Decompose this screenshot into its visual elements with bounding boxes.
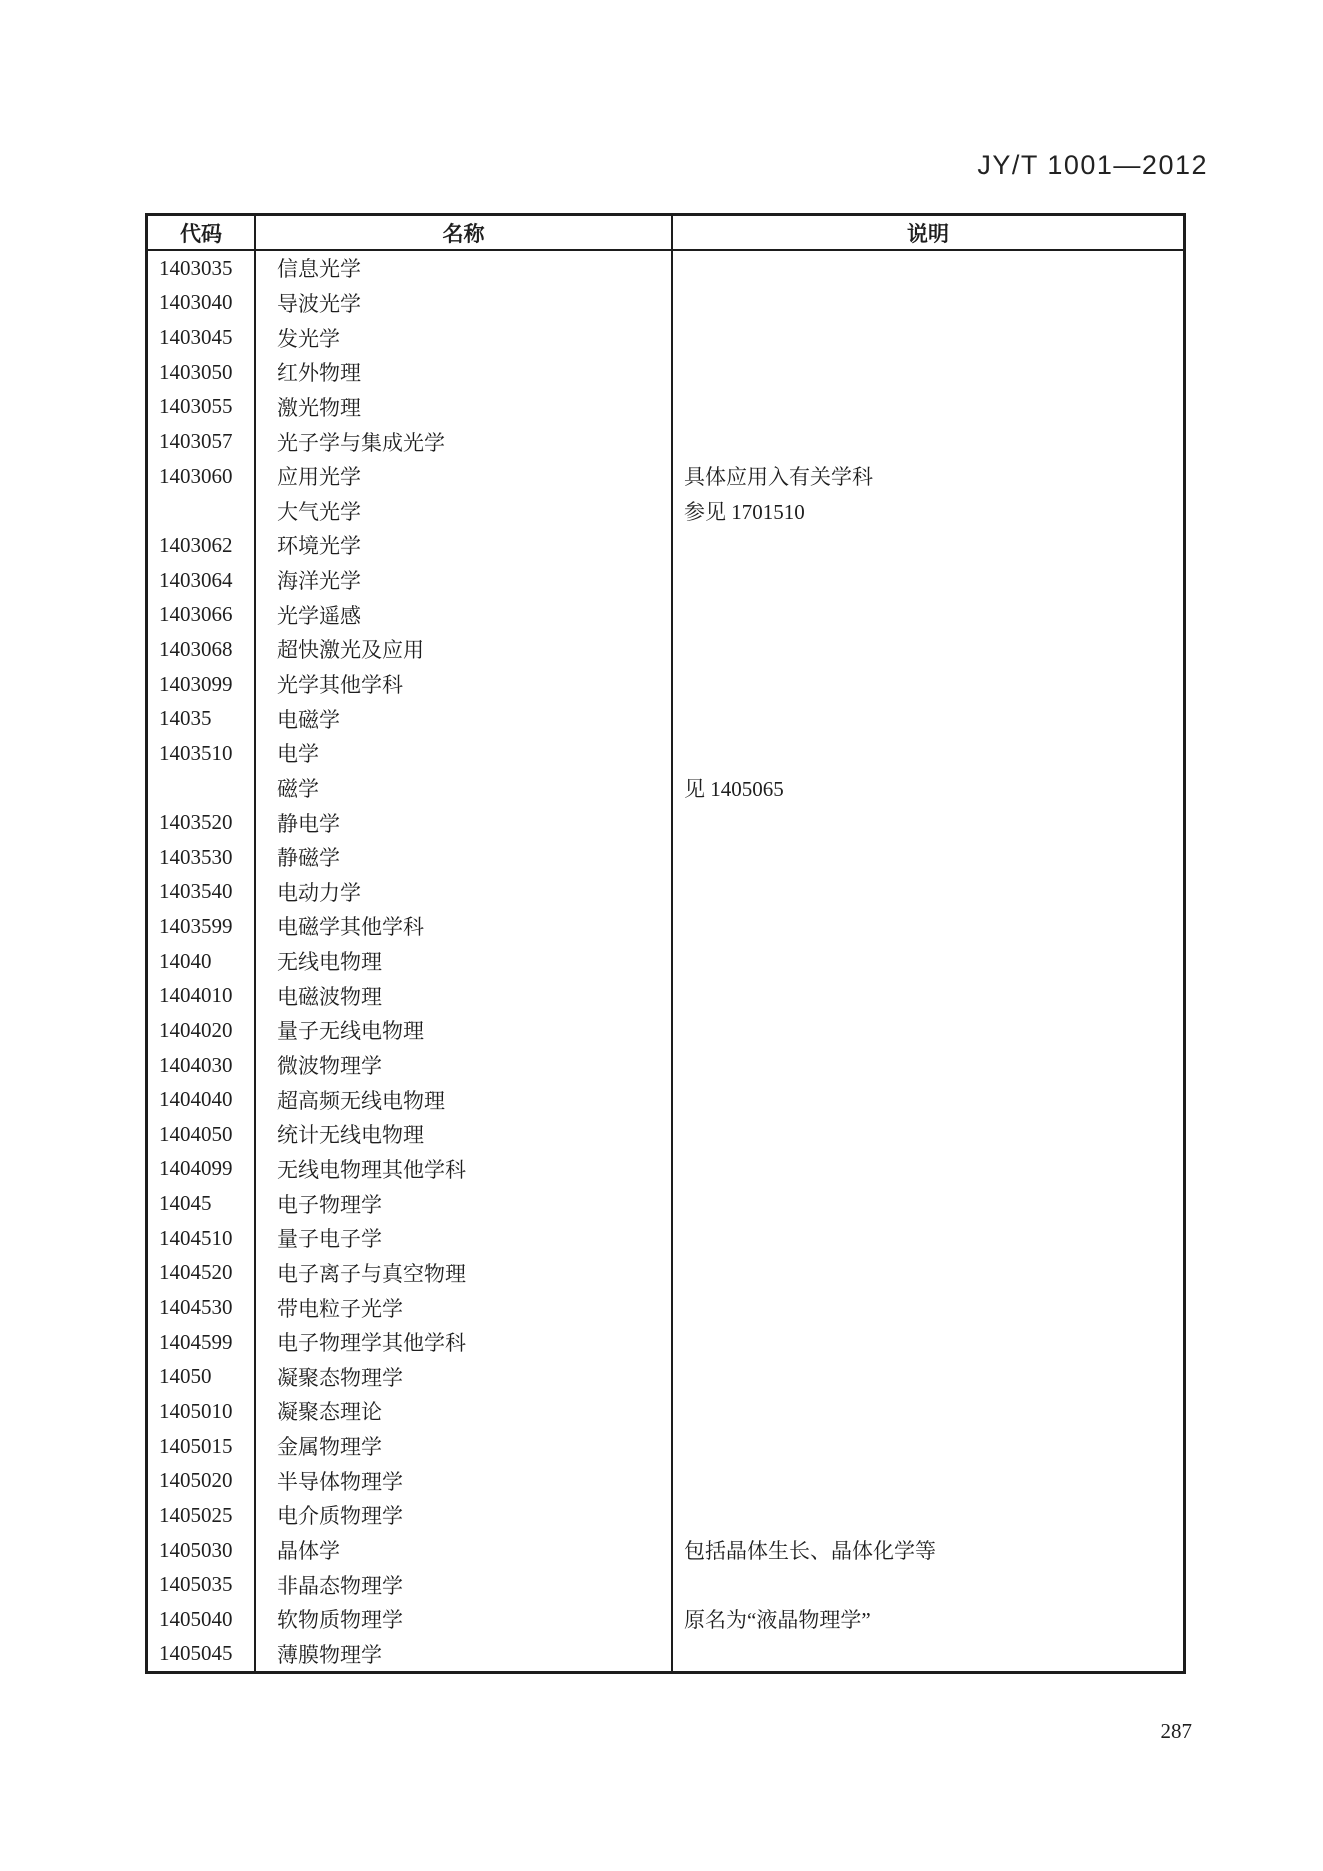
table-row <box>148 493 1183 528</box>
name-cell: 量子电子学 <box>256 1221 673 1256</box>
code-cell <box>148 493 256 528</box>
note-cell: 原名为“液晶物理学” <box>684 1608 871 1633</box>
table-row <box>148 1186 1183 1221</box>
note-cell <box>673 1221 1183 1256</box>
code-cell: 1404050 <box>148 1117 256 1152</box>
table-row <box>148 1533 1183 1568</box>
table-row <box>148 736 1183 771</box>
name-cell: 应用光学 <box>256 459 673 494</box>
note-cell <box>673 1290 1183 1325</box>
note-cell <box>673 944 1183 979</box>
code-cell: 1403064 <box>148 563 256 598</box>
name-cell: 电介质物理学 <box>256 1498 673 1533</box>
table-row <box>148 424 1183 459</box>
code-cell: 1404020 <box>148 1013 256 1048</box>
name-cell: 统计无线电物理 <box>256 1117 673 1152</box>
table-row <box>148 1498 1183 1533</box>
name-cell: 凝聚态理论 <box>256 1394 673 1429</box>
table-row <box>148 286 1183 321</box>
name-cell: 微波物理学 <box>256 1048 673 1083</box>
table-header-row <box>148 216 1183 251</box>
table-row <box>148 875 1183 910</box>
note-cell <box>673 1256 1183 1291</box>
table-body <box>148 251 1183 1671</box>
table-row <box>148 805 1183 840</box>
note-cell <box>673 320 1183 355</box>
name-cell: 半导体物理学 <box>256 1463 673 1498</box>
note-cell: 参见 1701510 <box>684 499 805 524</box>
code-cell: 1405035 <box>148 1567 256 1602</box>
name-cell: 电学 <box>256 736 673 771</box>
page-number: 287 <box>1160 1719 1192 1743</box>
table-row <box>148 1325 1183 1360</box>
name-cell: 大气光学 <box>256 493 673 528</box>
note-cell <box>673 805 1183 840</box>
note-cell <box>673 1360 1183 1395</box>
code-cell: 1403057 <box>148 424 256 459</box>
table-row <box>148 597 1183 632</box>
table-row <box>148 978 1183 1013</box>
table-row <box>148 1360 1183 1395</box>
name-cell: 无线电物理 <box>256 944 673 979</box>
document-reference: JY/T 1001—2012 <box>977 150 1208 180</box>
table-row <box>148 1152 1183 1187</box>
code-cell: 1405040 <box>148 1602 256 1637</box>
table-row <box>148 251 1183 286</box>
note-cell <box>673 1186 1183 1221</box>
note-cell <box>673 1082 1183 1117</box>
name-cell: 晶体学 <box>256 1533 673 1568</box>
table-row <box>148 1637 1183 1672</box>
code-cell: 1405010 <box>148 1394 256 1429</box>
name-cell: 软物质物理学 <box>256 1602 673 1637</box>
name-cell: 导波光学 <box>256 286 673 321</box>
name-cell: 海洋光学 <box>256 563 673 598</box>
code-cell: 1403599 <box>148 909 256 944</box>
code-cell <box>148 771 256 806</box>
note-cell <box>673 1637 1183 1672</box>
code-cell: 1403050 <box>148 355 256 390</box>
table-row <box>148 1117 1183 1152</box>
note-cell: 见 1405065 <box>684 776 784 801</box>
discipline-code-table <box>145 213 1186 1674</box>
code-cell: 1403066 <box>148 597 256 632</box>
table-row <box>148 1429 1183 1464</box>
note-cell <box>673 1325 1183 1360</box>
name-cell: 量子无线电物理 <box>256 1013 673 1048</box>
name-cell: 红外物理 <box>256 355 673 390</box>
code-cell: 1403530 <box>148 840 256 875</box>
note-cell <box>673 597 1183 632</box>
note-cell <box>673 1498 1183 1533</box>
code-cell: 14045 <box>148 1186 256 1221</box>
table-row <box>148 1256 1183 1291</box>
note-cell <box>673 1567 1183 1602</box>
name-cell: 带电粒子光学 <box>256 1290 673 1325</box>
note-cell <box>673 909 1183 944</box>
column-header-name: 名称 <box>256 216 673 249</box>
note-cell <box>673 632 1183 667</box>
name-cell: 薄膜物理学 <box>256 1637 673 1672</box>
code-cell: 1404510 <box>148 1221 256 1256</box>
table-row <box>148 390 1183 425</box>
note-cell <box>673 701 1183 736</box>
table-row <box>148 1290 1183 1325</box>
table-row <box>148 1082 1183 1117</box>
table-row <box>148 355 1183 390</box>
table-row <box>148 320 1183 355</box>
name-cell: 电动力学 <box>256 875 673 910</box>
note-cell <box>673 736 1183 771</box>
table-row <box>148 1221 1183 1256</box>
table-row <box>148 1463 1183 1498</box>
code-cell: 14050 <box>148 1360 256 1395</box>
code-cell: 1404520 <box>148 1256 256 1291</box>
name-cell: 光学遥感 <box>256 597 673 632</box>
table-row <box>148 563 1183 598</box>
name-cell: 超高频无线电物理 <box>256 1082 673 1117</box>
name-cell: 电子物理学 <box>256 1186 673 1221</box>
table-row <box>148 667 1183 702</box>
name-cell: 金属物理学 <box>256 1429 673 1464</box>
note-cell: 包括晶体生长、晶体化学等 <box>684 1539 936 1564</box>
code-cell: 1404530 <box>148 1290 256 1325</box>
table-row <box>148 1013 1183 1048</box>
note-cell <box>673 840 1183 875</box>
code-cell: 1404030 <box>148 1048 256 1083</box>
note-cell <box>673 667 1183 702</box>
name-cell: 信息光学 <box>256 251 673 286</box>
name-cell: 凝聚态物理学 <box>256 1360 673 1395</box>
table-row <box>148 1048 1183 1083</box>
code-cell: 1403062 <box>148 528 256 563</box>
name-cell: 电子物理学其他学科 <box>256 1325 673 1360</box>
note-cell <box>673 563 1183 598</box>
name-cell: 电子离子与真空物理 <box>256 1256 673 1291</box>
code-cell: 1405030 <box>148 1533 256 1568</box>
note-cell <box>673 1463 1183 1498</box>
note-cell: 具体应用入有关学科 <box>684 465 873 490</box>
column-header-note: 说明 <box>907 221 949 246</box>
name-cell: 电磁学 <box>256 701 673 736</box>
name-cell: 环境光学 <box>256 528 673 563</box>
code-cell: 14035 <box>148 701 256 736</box>
code-cell: 1404599 <box>148 1325 256 1360</box>
table-row <box>148 632 1183 667</box>
code-cell: 1403060 <box>148 459 256 494</box>
code-cell: 1404010 <box>148 978 256 1013</box>
name-cell: 静电学 <box>256 805 673 840</box>
table-row <box>148 1394 1183 1429</box>
name-cell: 光学其他学科 <box>256 667 673 702</box>
code-cell: 1405045 <box>148 1637 256 1672</box>
code-cell: 1403045 <box>148 320 256 355</box>
code-cell: 1404099 <box>148 1152 256 1187</box>
note-cell <box>673 1013 1183 1048</box>
code-cell: 1405015 <box>148 1429 256 1464</box>
code-cell: 1403540 <box>148 875 256 910</box>
name-cell: 非晶态物理学 <box>256 1567 673 1602</box>
code-cell: 1404040 <box>148 1082 256 1117</box>
table-row <box>148 528 1183 563</box>
name-cell: 无线电物理其他学科 <box>256 1152 673 1187</box>
table-row <box>148 459 1183 494</box>
table-row <box>148 909 1183 944</box>
name-cell: 磁学 <box>256 771 673 806</box>
code-cell: 1403055 <box>148 390 256 425</box>
name-cell: 激光物理 <box>256 390 673 425</box>
code-cell: 1403040 <box>148 286 256 321</box>
note-cell <box>673 1429 1183 1464</box>
note-cell <box>673 875 1183 910</box>
code-cell: 1403035 <box>148 251 256 286</box>
code-cell: 1403068 <box>148 632 256 667</box>
code-cell: 1403520 <box>148 805 256 840</box>
code-cell: 14040 <box>148 944 256 979</box>
note-cell <box>673 424 1183 459</box>
note-cell <box>673 286 1183 321</box>
note-cell <box>673 390 1183 425</box>
code-cell: 1405020 <box>148 1463 256 1498</box>
table-row <box>148 840 1183 875</box>
table-row <box>148 1567 1183 1602</box>
column-header-code: 代码 <box>148 216 256 249</box>
name-cell: 超快激光及应用 <box>256 632 673 667</box>
name-cell: 静磁学 <box>256 840 673 875</box>
code-cell: 1405025 <box>148 1498 256 1533</box>
note-cell <box>673 1152 1183 1187</box>
name-cell: 光子学与集成光学 <box>256 424 673 459</box>
note-cell <box>673 251 1183 286</box>
table-row <box>148 771 1183 806</box>
name-cell: 电磁学其他学科 <box>256 909 673 944</box>
note-cell <box>673 1048 1183 1083</box>
note-cell <box>673 1117 1183 1152</box>
name-cell: 发光学 <box>256 320 673 355</box>
code-cell: 1403510 <box>148 736 256 771</box>
table-row <box>148 1602 1183 1637</box>
code-cell: 1403099 <box>148 667 256 702</box>
note-cell <box>673 528 1183 563</box>
note-cell <box>673 978 1183 1013</box>
name-cell: 电磁波物理 <box>256 978 673 1013</box>
table-row <box>148 944 1183 979</box>
table-row <box>148 701 1183 736</box>
note-cell <box>673 1394 1183 1429</box>
note-cell <box>673 355 1183 390</box>
